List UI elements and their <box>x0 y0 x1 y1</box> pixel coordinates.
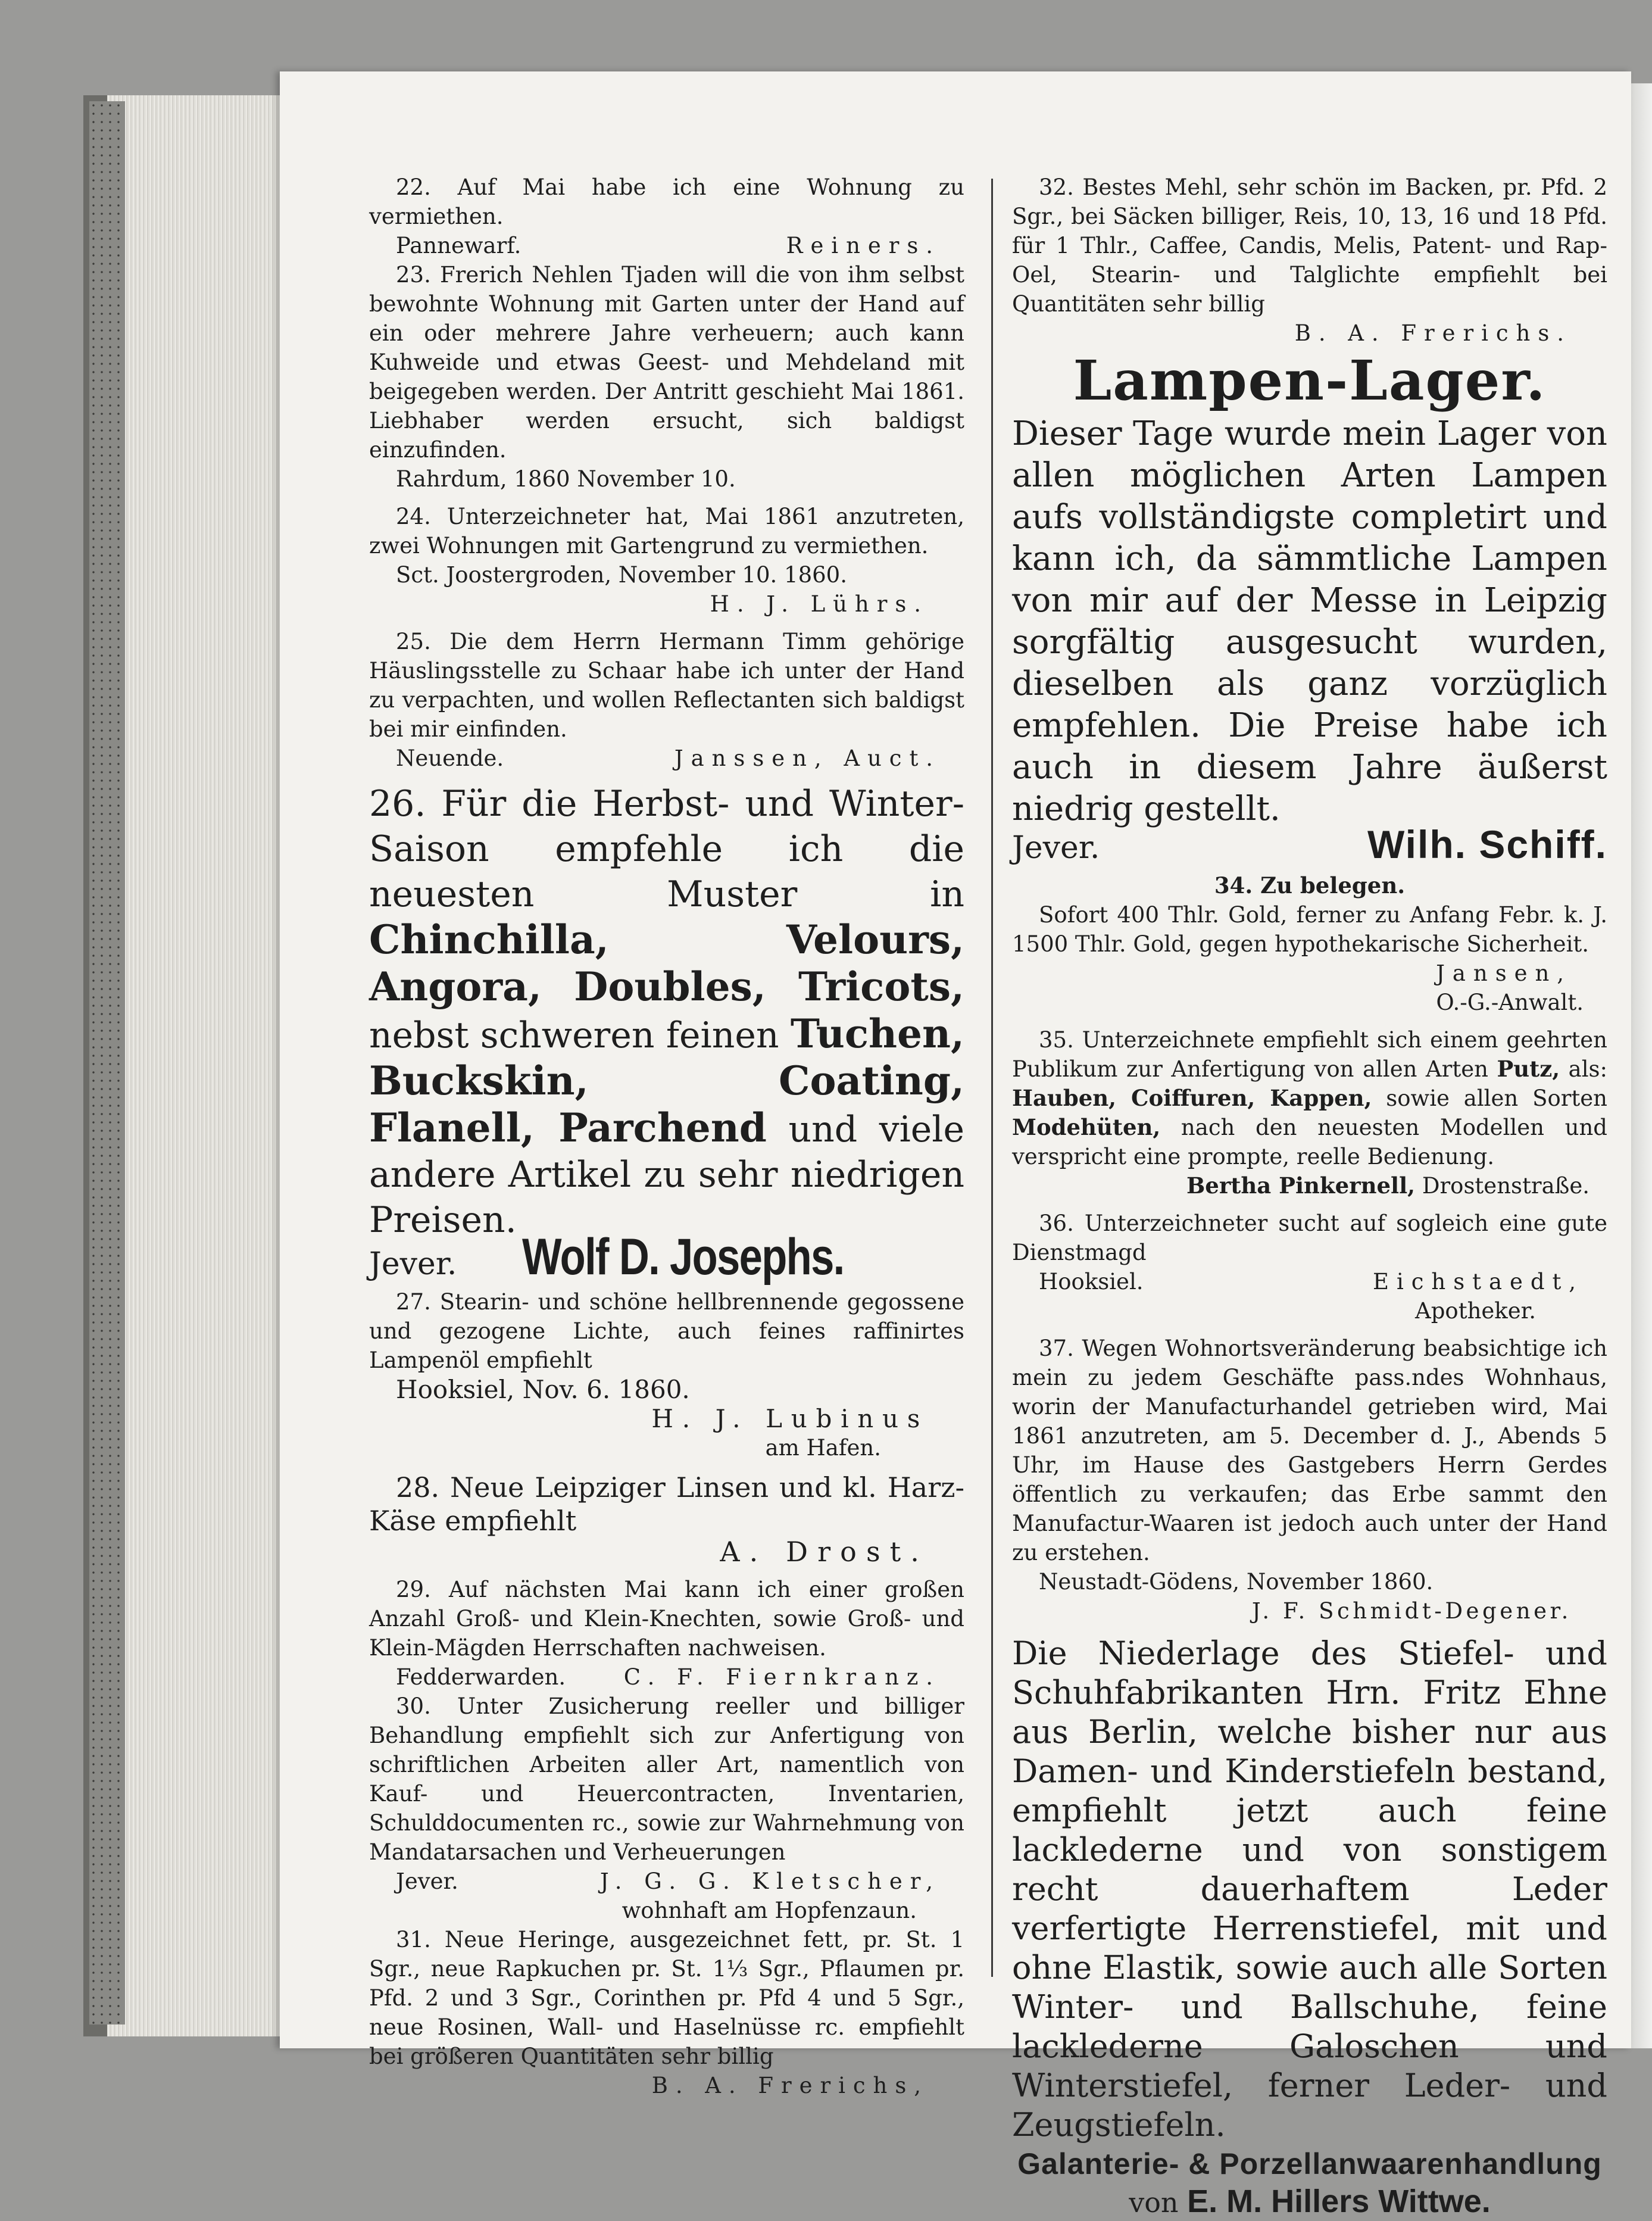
ad-34-name: Jansen, <box>1436 960 1572 986</box>
ad-26-text-c: und viele andere Artikel zu sehr niedrigen Preisen. <box>369 1109 964 1241</box>
ad-33-place: Jever. <box>1012 830 1100 866</box>
left-column <box>369 173 964 2100</box>
ad-35-text-a: 35. Unterzeichnete empfiehlt sich einem geehrten Publikum zur Anfertigung von allen Arten <box>1012 1027 1607 1082</box>
ad-35-text-d: nach den neuesten Modellen und verspricht eine prompte, reelle Bedienung. <box>1012 1115 1607 1169</box>
ad-38-shop: Galanterie- & Porzellanwaarenhandlung <box>1017 2147 1602 2181</box>
ad-25 <box>369 627 964 773</box>
ad-36-name-sub: Apotheker. <box>1415 1298 1536 1324</box>
ad-37 <box>1012 1334 1607 1626</box>
ad-24 <box>369 502 964 619</box>
ad-35-text <box>1012 1025 1607 1171</box>
ad-35 <box>1012 1025 1607 1200</box>
ad-26-fabrics-a: Chinchilla, Velours, Angora, Doubles, Tricots, <box>369 916 964 1010</box>
ad-38-name: E. M. Hillers Wittwe. <box>1187 2183 1491 2219</box>
ad-24-name: H. J. Lührs. <box>710 591 929 617</box>
ad-26 <box>369 781 964 1286</box>
ad-23-date: Rahrdum, 1860 November 10. <box>396 466 736 492</box>
ad-26-text-b: nebst schweren feinen <box>369 1015 791 1056</box>
ad-30 <box>369 1692 964 1925</box>
ad-26-fabrics-b: Tuchen, Buckskin, Coating, Flanell, Parchend <box>369 1010 964 1151</box>
ad-36 <box>1012 1209 1607 1325</box>
ad-36-text: 36. Unterzeichneter sucht auf sogleich eine gute Dienstmagd <box>1012 1211 1607 1265</box>
ad-35-text-c: sowie allen Sorten <box>1372 1085 1607 1111</box>
ad-35-street: Drostenstraße. <box>1422 1173 1589 1199</box>
ad-37-text: 37. Wegen Wohnortsveränderung beabsichtige ich mein zu jedem Geschäfte pass.ndes Wohnhaus, worin der Manufacturhandel getrieben wird, Mai 1861 anzutreten, am 5. December d. J., Abends 5 Uhr, im Hause des Gastgebers Herrn Gerdes öffentlich zu verkaufen; das Erbe sammt den Manufactur-Waaren ist jedoch auch unter der Hand zu erstehen. <box>1012 1336 1607 1565</box>
ad-33-text: Dieser Tage wurde mein Lager von allen möglichen Arten Lampen aufs vollständigste completirt und kann ich, da sämmtliche Lampen von mir auf der Messe in Leipzig sorgfältig ausgesucht wurden, dieselben als ganz vorzüglich empfehlen. Die Preise habe ich auch in diesem Jahre äußerst niedrig gestellt. <box>1012 414 1607 828</box>
ad-32-name: B. A. Frerichs. <box>1294 320 1572 346</box>
ad-23 <box>369 260 964 494</box>
newspaper-page <box>280 71 1631 2219</box>
ad-33 <box>1012 348 1607 866</box>
ad-33-name: Wilh. Schiff. <box>1367 822 1607 866</box>
ad-27 <box>369 1287 964 1462</box>
ad-34-name-sub: O.-G.-Anwalt. <box>1436 990 1584 1015</box>
ad-26-text <box>369 781 964 1243</box>
ad-31-text: 31. Neue Heringe, ausgezeichnet fett, pr. St. 1 Sgr., neue Rapkuchen pr. St. 1⅓ Sgr., Pflaumen pr. Pfd. 2 und 3 Sgr., Corinthen pr. Pfd 4 und 5 Sgr., neue Rosinen, Wall- und Haselnüsse rc. empfiehlt bei größeren Quantitäten sehr billig <box>369 1927 964 2069</box>
ad-28-name: A. Drost. <box>720 1536 929 1568</box>
ad-35-name: Bertha Pinkernell, <box>1186 1172 1416 1199</box>
ad-37-name: J. F. Schmidt-Degener. <box>1251 1598 1572 1624</box>
ad-26-place: Jever. <box>369 1246 457 1282</box>
ad-28 <box>369 1471 964 1567</box>
ad-30-text: 30. Unter Zusicherung reeller und billiger Behandlung empfiehlt sich zur Anfertigung von schriftlichen Arbeiten aller Art, namentlich von Kauf- und Heuercontracten, Inventarien, Schulddocumenten rc., sowie zur Wahrnehmung von Mandatarsachen und Verheuerungen <box>369 1693 964 1865</box>
ad-29 <box>369 1575 964 1692</box>
ad-38-by: von <box>1129 2186 1179 2219</box>
ad-34-heading: 34. Zu belegen. <box>1214 872 1406 899</box>
ad-25-text: 25. Die dem Herrn Hermann Timm gehörige Häuslingsstelle zu Schaar habe ich unter der Hand zu verpachten, und wollen Reflectanten sich baldigst bei mir einfinden. <box>369 629 964 742</box>
ad-35-bold-c: Modehüten, <box>1012 1114 1161 1140</box>
ad-30-name-sub: wohnhaft am Hopfenzaun. <box>622 1898 917 1923</box>
ad-22-place: Pannewarf. <box>396 233 521 258</box>
ad-32-text: 32. Bestes Mehl, sehr schön im Backen, pr. Pfd. 2 Sgr., bei Säcken billiger, Reis, 10, 13, 16 und 18 Pfd. für 1 Thlr., Caffee, Candis, Melis, Patent- und Rap-Oel, Stearin- und Talglichte empfiehlt bei Quantitäten sehr billig <box>1012 174 1607 317</box>
ad-27-text: 27. Stearin- und schöne hellbrennende gegossene und gezogene Lichte, auch feines raffinirtes Lampenöl empfiehlt <box>369 1289 964 1373</box>
ad-22-text: 22. Auf Mai habe ich eine Wohnung zu vermiethen. <box>369 174 964 229</box>
ad-27-name: H. J. Lubinus <box>651 1404 929 1433</box>
ad-23-text: 23. Frerich Nehlen Tjaden will die von ihm selbst bewohnte Wohnung mit Garten unter der Hand auf ein oder mehrere Jahre verheuern; auch kann Kuhweide und etwas Geest- und Mehdeland mit beigegeben werden. Der Antritt geschieht Mai 1861. Liebhaber werden ersucht, sich baldigst einzufinden. <box>369 262 964 463</box>
column-divider <box>991 179 993 1977</box>
ad-30-place: Jever. <box>396 1868 458 1894</box>
ad-27-name-sub: am Hafen. <box>765 1435 881 1461</box>
ad-31-name: B. A. Frerichs, <box>651 2073 929 2098</box>
ad-35-text-b: als: <box>1560 1056 1608 1082</box>
ad-29-place: Fedderwarden. <box>396 1664 566 1690</box>
ad-24-date: Sct. Joostergroden, November 10. 1860. <box>396 562 847 588</box>
ad-38-text: Die Niederlage des Stiefel- und Schuhfabrikanten Hrn. Fritz Ehne aus Berlin, welche bisher nur aus Damen- und Kinderstiefeln bestand, empfiehlt jetzt auch feine lacklederne und von sonstigem recht dauerhaftem Leder verfertigte Herrenstiefel, mit und ohne Elastik, sowie auch alle Sorten Winter- und Ballschuhe, feine lacklederne Galoschen und Winterstiefel, ferner Leder- und Zeugstiefeln. <box>1012 1634 1607 2144</box>
ad-36-place: Hooksiel. <box>1039 1269 1144 1294</box>
ad-22 <box>369 173 964 260</box>
ad-32 <box>1012 173 1607 348</box>
ad-26-text-a: 26. Für die Herbst- und Winter-Saison empfehle ich die neuesten Muster in <box>369 783 964 915</box>
ad-25-name: Janssen, Auct. <box>674 745 941 771</box>
ad-28-text: 28. Neue Leipziger Linsen und kl. Harz-Käse empfiehlt <box>369 1471 964 1537</box>
ad-34-text: Sofort 400 Thlr. Gold, ferner zu Anfang Febr. k. J. 1500 Thlr. Gold, gegen hypothekarische Sicherheit. <box>1012 902 1607 957</box>
ad-31 <box>369 1925 964 2100</box>
ad-36-name: Eichstaedt, <box>1373 1269 1584 1294</box>
ad-27-date: Hooksiel, Nov. 6. 1860. <box>396 1375 690 1404</box>
ad-24-text: 24. Unterzeichneter hat, Mai 1861 anzutreten, zwei Wohnungen mit Gartengrund zu vermiethen. <box>369 504 964 559</box>
ad-26-name: Wolf D. Josephs. <box>522 1228 845 1286</box>
ad-30-name: J. G. G. Kletscher, <box>599 1868 941 1894</box>
ad-29-text: 29. Auf nächsten Mai kann ich einer großen Anzahl Groß- und Klein-Knechten, sowie Groß- und Klein-Mägden Herrschaften nachweisen. <box>369 1577 964 1661</box>
ad-35-bold-a: Putz, <box>1497 1056 1560 1082</box>
ad-33-title: Lampen-Lager. <box>1073 348 1547 413</box>
ad-25-place: Neuende. <box>396 745 504 771</box>
ad-34 <box>1012 871 1607 1017</box>
ad-22-name: Reiners. <box>786 233 941 258</box>
ad-38 <box>1012 1634 1607 2221</box>
ad-37-date: Neustadt-Gödens, November 1860. <box>1039 1569 1434 1595</box>
ad-35-bold-b: Hauben, Coiffuren, Kappen, <box>1012 1085 1372 1111</box>
ad-29-name: C. F. Fiernkranz. <box>623 1664 941 1690</box>
next-page-edge <box>1631 83 1652 2048</box>
book-cover-edge <box>89 101 125 2025</box>
right-column <box>1012 173 1607 2221</box>
